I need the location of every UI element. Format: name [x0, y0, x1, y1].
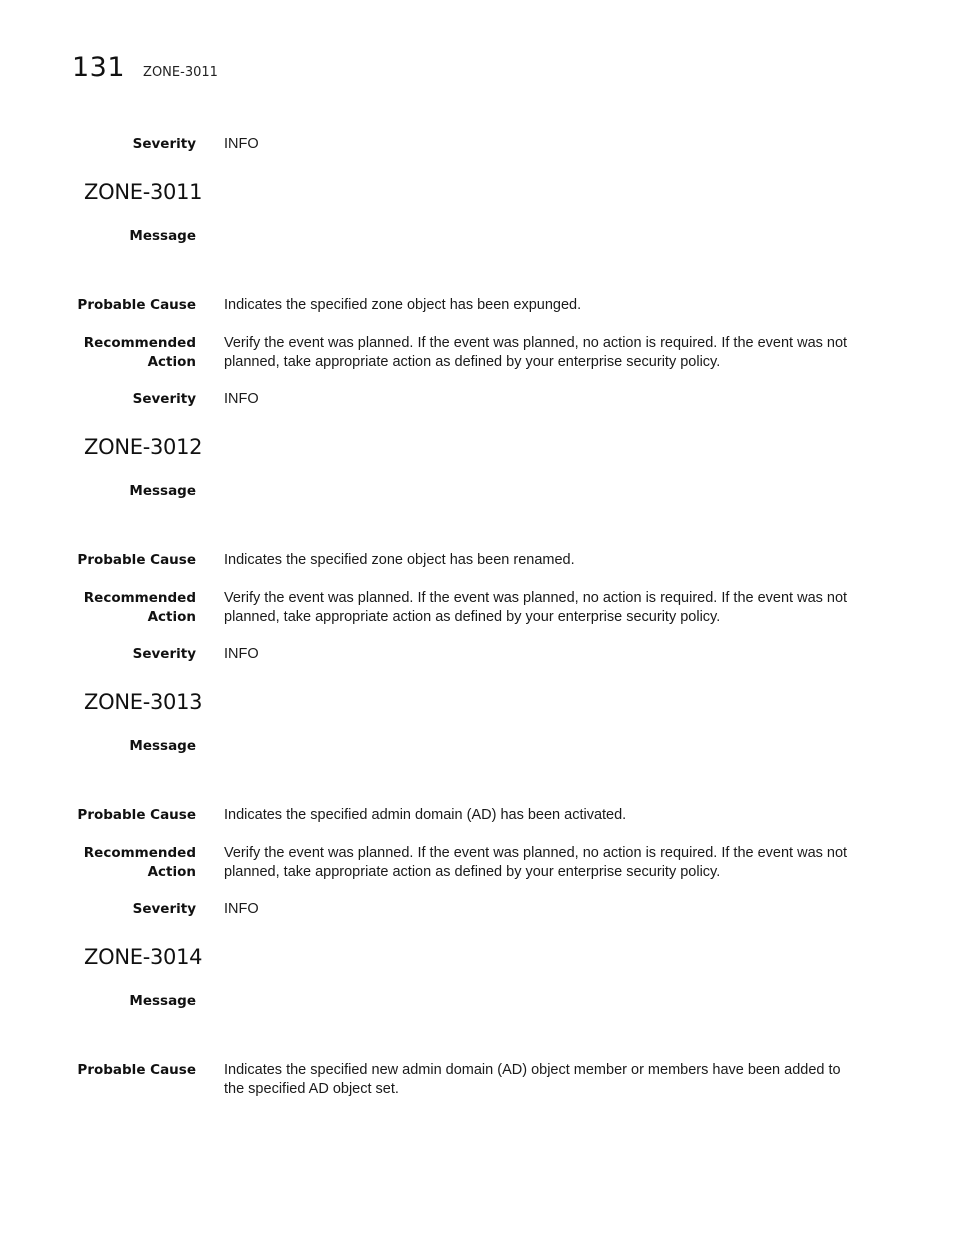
- recommended-action-label-line2: Action: [147, 864, 196, 880]
- recommended-action-label-line1: Recommended: [83, 590, 196, 606]
- recommended-action-label: [84, 844, 196, 882]
- recommended-action-value: Verify the event was planned. If the event was planned, no action is required. If the event was not planned, take appropriate action as defined by your enterprise security policy.: [224, 335, 848, 370]
- section-title: ZONE-3013: [84, 690, 203, 714]
- recommended-action-label-line2: Action: [147, 354, 196, 370]
- recommended-action-value: Verify the event was planned. If the event was planned, no action is required. If the event was not planned, take appropriate action as defined by your enterprise security policy.: [224, 845, 848, 880]
- probable-cause-label: Probable Cause: [77, 297, 196, 313]
- message-label: Message: [129, 738, 196, 754]
- probable-cause-label: Probable Cause: [77, 1062, 196, 1078]
- probable-cause-label: Probable Cause: [77, 807, 196, 823]
- severity-value: INFO: [224, 136, 259, 152]
- probable-cause-label: Probable Cause: [77, 552, 196, 568]
- severity-value: INFO: [224, 646, 259, 662]
- probable-cause-value: Indicates the specified zone object has been renamed.: [224, 552, 575, 568]
- probable-cause-value: Indicates the specified new admin domain (AD) object member or members have been added to the specified AD object set.: [224, 1062, 841, 1097]
- severity-label: Severity: [132, 136, 196, 152]
- message-label: Message: [129, 483, 196, 499]
- recommended-action-value: Verify the event was planned. If the event was planned, no action is required. If the event was not planned, take appropriate action as defined by your enterprise security policy.: [224, 590, 848, 625]
- page-number: 131: [72, 52, 126, 83]
- running-title: ZONE-3011: [143, 65, 218, 80]
- probable-cause-value: Indicates the specified admin domain (AD) has been activated.: [224, 807, 627, 823]
- section-title: ZONE-3014: [84, 945, 203, 969]
- recommended-action-label: [84, 334, 196, 372]
- severity-label: Severity: [132, 901, 196, 917]
- recommended-action-label: [84, 589, 196, 627]
- probable-cause-value: Indicates the specified zone object has been expunged.: [224, 297, 582, 313]
- severity-label: Severity: [132, 646, 196, 662]
- message-label: Message: [129, 993, 196, 1009]
- page-header: [72, 52, 218, 83]
- section-title: ZONE-3012: [84, 435, 203, 459]
- severity-value: INFO: [224, 901, 259, 917]
- section-title: ZONE-3011: [84, 180, 203, 204]
- message-label: Message: [129, 228, 196, 244]
- recommended-action-label-line1: Recommended: [83, 845, 196, 861]
- severity-value: INFO: [224, 391, 259, 407]
- severity-label: Severity: [132, 391, 196, 407]
- recommended-action-label-line1: Recommended: [83, 335, 196, 351]
- recommended-action-label-line2: Action: [147, 609, 196, 625]
